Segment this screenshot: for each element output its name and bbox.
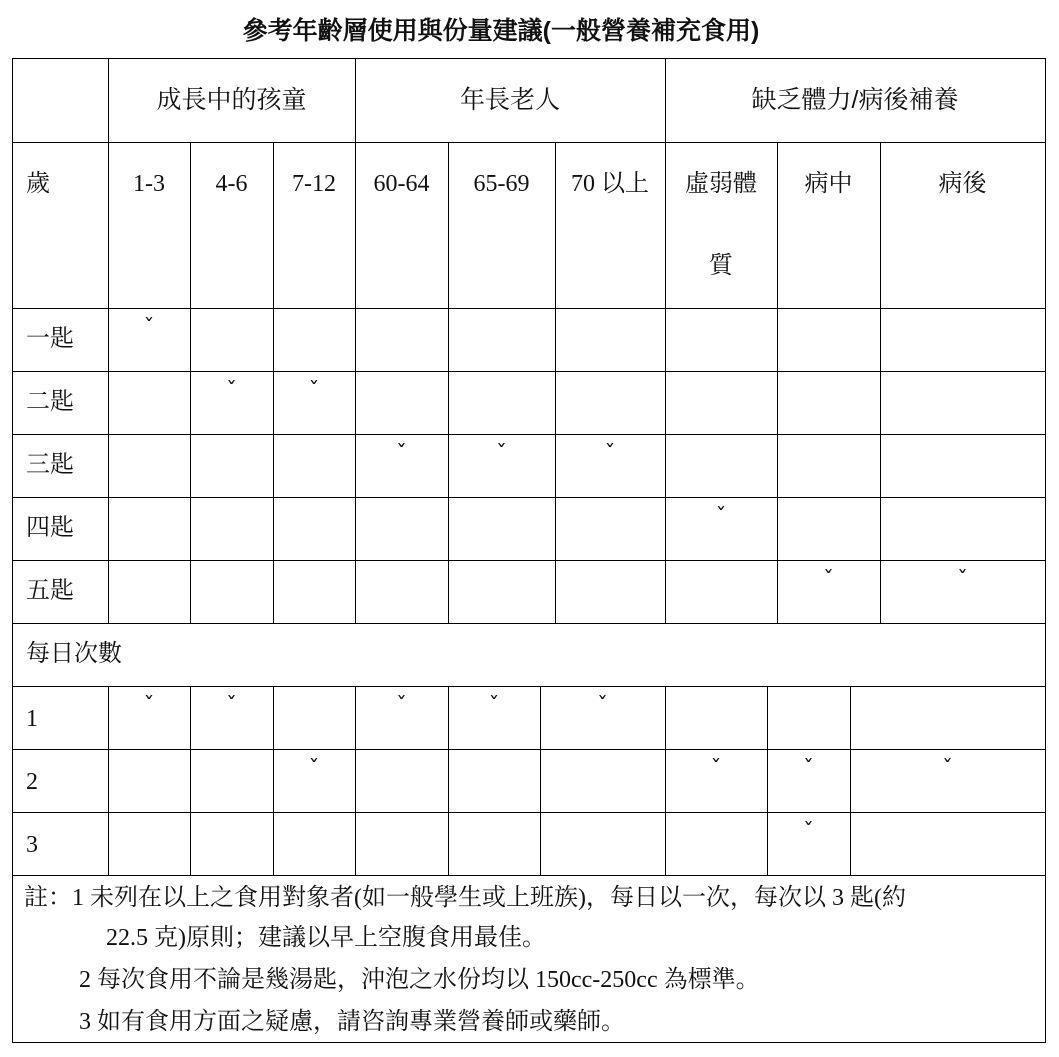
check-mark: ˇ (803, 757, 814, 782)
daily-row-label: 3 (26, 832, 38, 858)
check-mark: ˇ (308, 379, 320, 404)
check-mark: ˇ (226, 694, 237, 719)
column-divider (273, 686, 274, 876)
column-divider (555, 142, 556, 624)
table-title: 參考年齡層使用與份量建議(一般營養補充食用) (242, 17, 760, 45)
label-divider (108, 686, 109, 876)
table-border-left (12, 58, 13, 1043)
age-column-header: 病中 (804, 171, 853, 197)
age-column-header: 7-12 (292, 171, 336, 197)
table-border-bottom (12, 1042, 1046, 1043)
group-header: 成長中的孩童 (156, 86, 307, 114)
column-divider (540, 686, 541, 876)
spoon-row-label: 五匙 (26, 578, 74, 604)
age-column-header: 病後 (938, 171, 987, 197)
note-line-1-cont: 22.5 克)原則；建議以早上空腹食用最佳。 (106, 925, 546, 951)
table-border-top (12, 58, 1046, 59)
spoon-row-label: 三匙 (26, 452, 74, 478)
note-line-2: 2 每次食用不論是幾湯匙，沖泡之水份均以 150cc-250cc 為標準。 (79, 967, 760, 993)
age-row-label: 歲 (26, 171, 50, 197)
group-header: 年長老人 (459, 86, 560, 114)
spoon-row-label: 四匙 (26, 515, 74, 541)
check-mark: ˇ (396, 694, 407, 719)
check-mark: ˇ (823, 568, 834, 593)
check-mark: ˇ (396, 442, 407, 467)
check-mark: ˇ (710, 757, 722, 782)
age-column-header: 65-69 (473, 171, 530, 197)
age-column-header: 4-6 (215, 171, 248, 197)
check-mark: ˇ (488, 694, 500, 719)
check-mark: ˇ (604, 442, 616, 467)
column-divider (190, 686, 191, 876)
row-divider (12, 875, 1046, 876)
column-divider (767, 686, 768, 876)
age-column-header: 虛弱體 (685, 171, 757, 197)
daily-count-header: 每日次數 (26, 641, 122, 667)
check-mark: ˇ (143, 316, 155, 341)
check-mark: ˇ (226, 379, 237, 404)
age-column-header-cont: 質 (709, 253, 733, 279)
group-header: 缺乏體力/病後補養 (751, 86, 959, 114)
column-divider (355, 686, 356, 876)
column-divider (880, 142, 881, 624)
row-divider (12, 623, 1046, 624)
note-line-3: 3 如有食用方面之疑慮，請咨詢專業營養師或藥師。 (79, 1009, 625, 1035)
check-mark: ˇ (308, 757, 320, 782)
column-divider (665, 142, 666, 624)
row-divider (12, 749, 1046, 750)
age-column-header: 60-64 (373, 171, 430, 197)
check-mark: ˇ (942, 757, 953, 782)
row-divider (12, 308, 1046, 309)
column-divider (850, 686, 851, 876)
column-divider (665, 686, 666, 876)
row-divider (12, 560, 1046, 561)
age-column-header: 1-3 (133, 171, 165, 197)
check-mark: ˇ (496, 442, 507, 467)
age-column-header: 70 以上 (571, 171, 649, 197)
row-divider (12, 371, 1046, 372)
check-mark: ˇ (597, 694, 608, 719)
row-divider (12, 434, 1046, 435)
note-line-1: 註：1 未列在以上之食用對象者(如一般學生或上班族)，每日以一次，每次以 3 匙(約 (24, 885, 906, 911)
daily-row-label: 2 (26, 769, 38, 795)
check-mark: ˇ (715, 505, 727, 530)
daily-row-label: 1 (26, 706, 38, 732)
row-divider (12, 497, 1046, 498)
row-divider (12, 812, 1046, 813)
column-divider (777, 142, 778, 624)
check-mark: ˇ (957, 568, 968, 593)
label-divider (108, 142, 109, 624)
column-divider (355, 142, 356, 624)
table-border-right (1045, 58, 1046, 1043)
column-divider (448, 142, 449, 624)
column-divider (273, 142, 274, 624)
row-divider (12, 686, 1046, 687)
column-divider (448, 686, 449, 876)
check-mark: ˇ (803, 820, 814, 845)
column-divider (190, 142, 191, 624)
spoon-row-label: 一匙 (26, 326, 74, 352)
row-divider (12, 142, 1046, 143)
check-mark: ˇ (143, 694, 155, 719)
spoon-row-label: 二匙 (26, 389, 74, 415)
